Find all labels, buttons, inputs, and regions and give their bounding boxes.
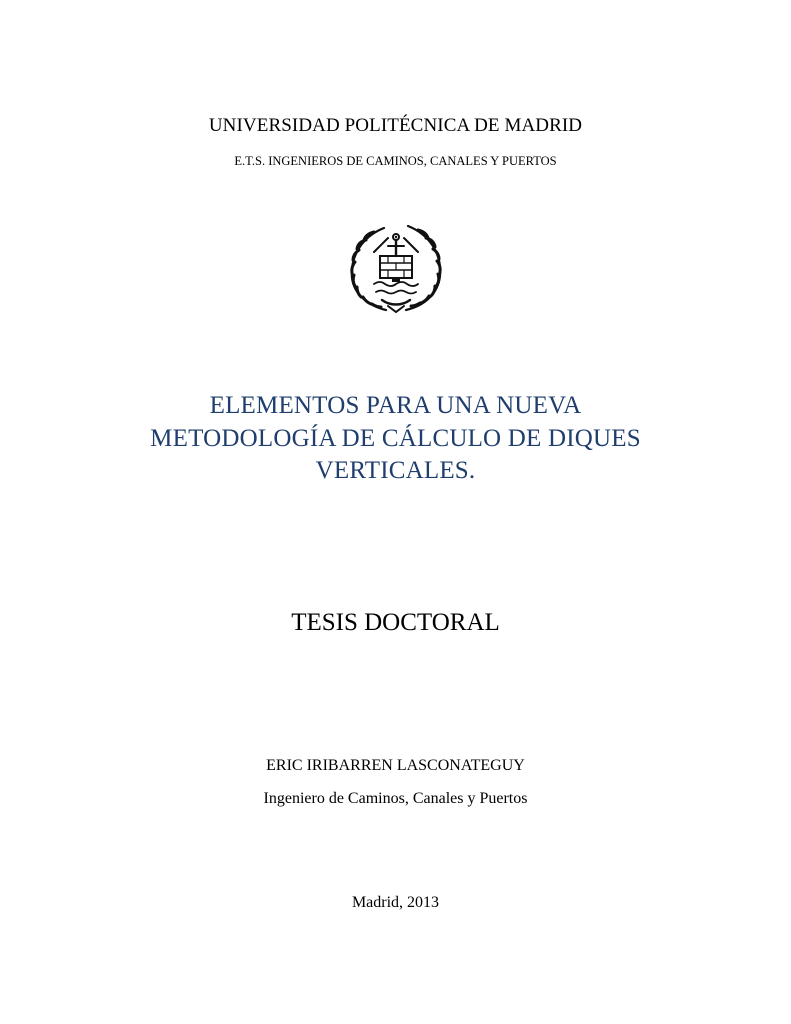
author-degree: Ingeniero de Caminos, Canales y Puertos xyxy=(263,790,528,807)
author-name: ERIC IRIBARREN LASCONATEGUY xyxy=(266,757,525,774)
university-crest-icon xyxy=(344,222,448,314)
university-name: UNIVERSIDAD POLITÉCNICA DE MADRID xyxy=(208,115,583,136)
thesis-title-line: ELEMENTOS PARA UNA NUEVA xyxy=(209,392,582,419)
thesis-title-line: VERTICALES. xyxy=(315,457,476,484)
school-name: E.T.S. INGENIEROS DE CAMINOS, CANALES Y PUERTOS xyxy=(234,154,557,168)
document-type: TESIS DOCTORAL xyxy=(291,609,500,636)
thesis-title-line: METODOLOGÍA DE CÁLCULO DE DIQUES xyxy=(150,424,641,452)
place-and-date: Madrid, 2013 xyxy=(351,894,440,911)
thesis-title xyxy=(0,390,791,488)
